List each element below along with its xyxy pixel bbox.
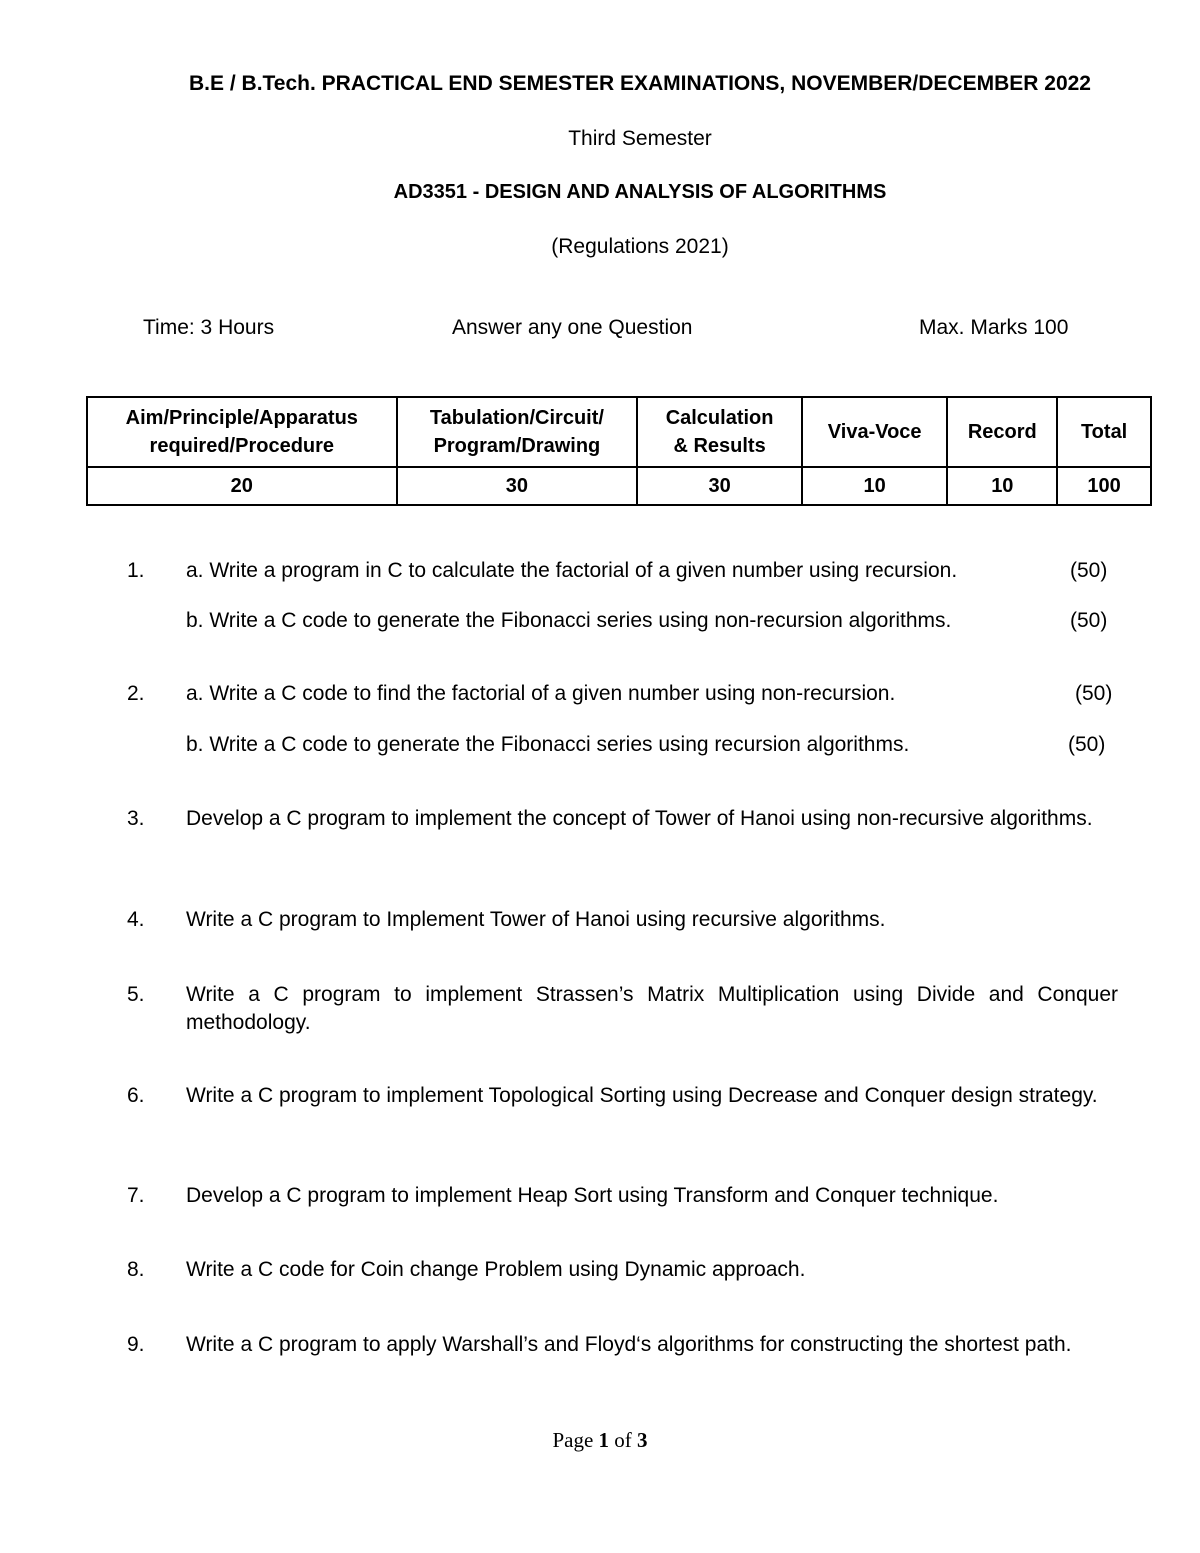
question-number: 9.	[127, 1333, 145, 1356]
header-cell-total: Total	[1057, 397, 1151, 467]
current-page-number: 1	[598, 1428, 610, 1452]
exam-instruction: Answer any one Question	[452, 316, 693, 339]
page-label: Page	[552, 1428, 594, 1452]
marks-distribution-table	[86, 396, 1152, 506]
question-part-text: b. Write a C code to generate the Fibonacci series using recursion algorithms.	[186, 733, 910, 756]
question-number: 2.	[127, 682, 145, 705]
exam-title: B.E / B.Tech. PRACTICAL END SEMESTER EXAMINATIONS, NOVEMBER/DECEMBER 2022	[189, 72, 1091, 95]
question-text: Write a C program to apply Warshall’s and Floyd‘s algorithms for constructing the shortest path.	[186, 1333, 1072, 1356]
question-number: 7.	[127, 1184, 145, 1207]
question-text: Write a C program to implement Topological Sorting using Decrease and Conquer design strategy.	[186, 1084, 1098, 1107]
header-cell-aim: Aim/Principle/Apparatus required/Procedure	[87, 397, 397, 467]
header-cell-viva: Viva-Voce	[802, 397, 947, 467]
value-cell-tabulation: 30	[397, 467, 638, 505]
table-header-row	[87, 397, 1151, 467]
question-part-text: a. Write a program in C to calculate the factorial of a given number using recursion.	[186, 559, 958, 582]
subject-title: AD3351 - DESIGN AND ANALYSIS OF ALGORITHMS	[393, 181, 887, 203]
question-part-text: a. Write a C code to find the factorial of a given number using non-recursion.	[186, 682, 896, 705]
question-part-text: b. Write a C code to generate the Fibonacci series using non-recursion algorithms.	[186, 609, 952, 632]
value-cell-total: 100	[1057, 467, 1151, 505]
question-part-marks: (50)	[1070, 609, 1108, 632]
value-cell-calculation: 30	[637, 467, 802, 505]
table-values-row	[87, 467, 1151, 505]
question-number: 6.	[127, 1084, 145, 1107]
question-part-marks: (50)	[1075, 682, 1113, 705]
value-cell-aim: 20	[87, 467, 397, 505]
page-footer	[0, 1428, 1200, 1453]
header-cell-tabulation: Tabulation/Circuit/ Program/Drawing	[397, 397, 638, 467]
question-number: 8.	[127, 1258, 145, 1281]
question-number: 5.	[127, 983, 145, 1006]
total-pages-number: 3	[637, 1428, 648, 1452]
exam-duration: Time: 3 Hours	[143, 316, 275, 339]
question-number: 3.	[127, 807, 145, 830]
question-number: 4.	[127, 908, 145, 931]
value-cell-viva: 10	[802, 467, 947, 505]
semester-label: Third Semester	[568, 127, 712, 150]
question-text: Develop a C program to implement Heap Sort using Transform and Conquer technique.	[186, 1184, 999, 1207]
header-cell-calculation: Calculation & Results	[637, 397, 802, 467]
question-part-marks: (50)	[1068, 733, 1106, 756]
of-label: of	[614, 1428, 632, 1452]
header-cell-record: Record	[947, 397, 1057, 467]
value-cell-record: 10	[947, 467, 1057, 505]
question-text: Write a C program to Implement Tower of Hanoi using recursive algorithms.	[186, 908, 886, 931]
question-text: Write a C code for Coin change Problem using Dynamic approach.	[186, 1258, 806, 1281]
question-part-marks: (50)	[1070, 559, 1108, 582]
question-text: Develop a C program to implement the concept of Tower of Hanoi using non-recursive algorithms.	[186, 807, 1093, 830]
regulations-label: (Regulations 2021)	[551, 235, 729, 258]
max-marks: Max. Marks 100	[919, 316, 1069, 339]
question-text: Write a C program to implement Strassen’s Matrix Multiplication using Divide and Conquer methodology.	[186, 983, 1118, 1034]
question-number: 1.	[127, 559, 145, 582]
